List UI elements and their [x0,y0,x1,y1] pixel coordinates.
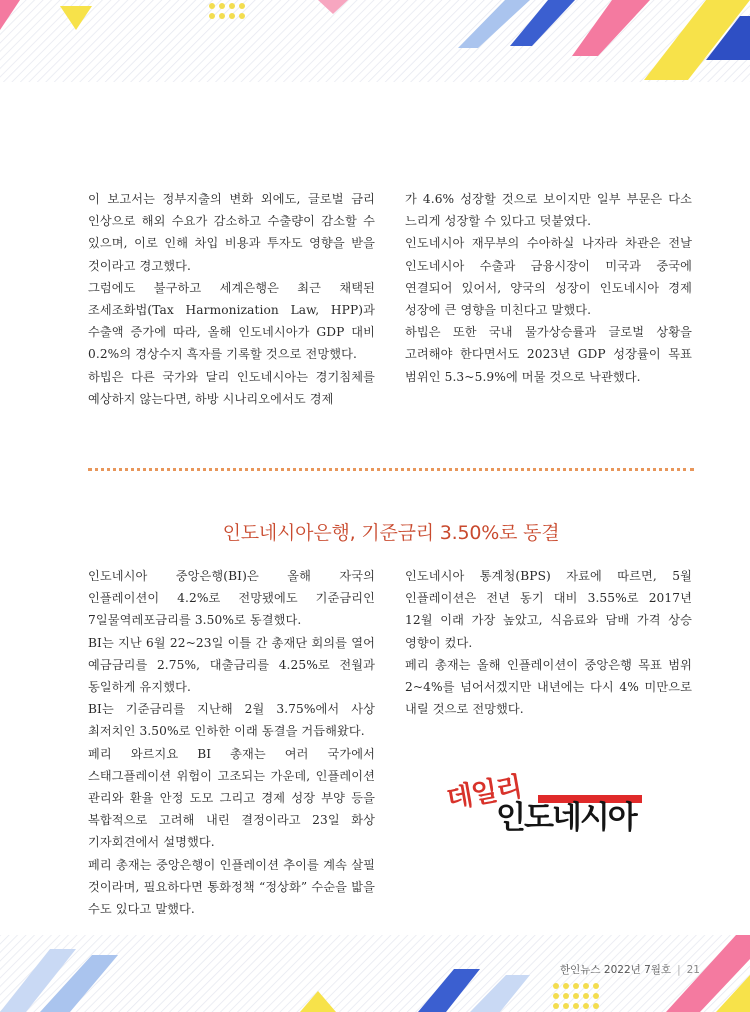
paragraph: 페리 총재는 중앙은행이 인플레이션 추이를 계속 살필 것이라며, 필요하다면 통화정책 “정상화” 수순을 밟을 수도 있다고 말했다. [88,857,375,917]
logo-main-text: 인도네시아 [496,800,636,836]
top-decoration [0,0,750,82]
paragraph: 페리 와르지요 BI 총재는 여러 국가에서 스태그플레이션 위험이 고조되는 가운데, 인플레이션 관리와 환율 안정 도모 그리고 경제 성장 부양 등을 복합적으로 고려해 내린 결정이라고 23일 화상 기자회견에서 설명했다. [88,746,375,850]
paragraph: 그럼에도 불구하고 세계은행은 최근 채택된 조세조화법(Tax Harmonization Law, HPP)과 수출액 증가에 따라, 올해 인도네시아가 GDP 대비 0.2%의 경상수지 흑자를 기록할 것으로 전망했다. [88,280,375,362]
footer-publication: 한인뉴스 2022년 7월호 [560,964,672,976]
section2-right-column [405,565,692,720]
footer-separator: | [677,964,681,976]
page-footer [560,962,700,977]
section1-right-column [405,188,692,388]
paragraph: BI는 기준금리를 지난해 2월 3.75%에서 사상 최저치인 3.50%로 인하한 이래 동결을 거듭해왔다. [88,702,375,739]
paragraph: 인도네시아 통계청(BPS) 자료에 따르면, 5월 인플레이션은 전년 동기 대비 3.55%로 2017년 12월 이래 가장 높았고, 식음료와 담배 가격 상승 영향이 컸다. [405,569,692,650]
paragraph: BI는 지난 6월 22~23일 이틀 간 총재단 회의를 열어 예금금리를 2.75%, 대출금리를 4.25%로 전월과 동일하게 유지했다. [88,635,375,695]
paragraph: 가 4.6% 성장할 것으로 보이지만 일부 부문은 다소 느리게 성장할 수 있다고 덧붙였다. [405,192,692,229]
paragraph: 이 보고서는 정부지출의 변화 외에도, 글로벌 금리 인상으로 해외 수요가 감소하고 수출량이 감소할 수 있으며, 이로 인해 차입 비용과 투자도 영향을 받을 것이라고 경고했다. [88,192,375,273]
section2-headline: 인도네시아은행, 기준금리 3.50%로 동결 [222,522,560,544]
paragraph: 페리 총재는 올해 인플레이션이 중앙은행 목표 범위 2~4%를 넘어서겠지만 내년에는 다시 4% 미만으로 내릴 것으로 전망했다. [405,657,692,717]
section1-left-column [88,188,375,410]
paragraph: 하빕은 또한 국내 물가상승률과 글로벌 상황을 고려해야 한다면서도 2023년 GDP 성장률이 목표 범위인 5.3~5.9%에 머물 것으로 낙관했다. [405,325,692,384]
section-divider [88,468,694,471]
paragraph: 인도네시아 중앙은행(BI)은 올해 자국의 인플레이션이 4.2%로 전망됐에도 기준금리인 7일물역레포금리를 3.50%로 동결했다. [88,569,375,628]
daily-indonesia-logo [444,771,656,841]
logo-script-text: 데일리 [444,771,524,816]
section2-left-column [88,565,375,920]
paragraph: 하빕은 다른 국가와 달리 인도네시아는 경기침체를 예상하지 않는다면, 하방 시나리오에서도 경제 [88,369,375,406]
page-number: 21 [686,964,700,976]
paragraph: 인도네시아 재무부의 수아하실 나자라 차관은 전날 인도네시아 수출과 금융시장이 미국과 중국에 연결되어 있어서, 양국의 성장이 인도네시아 경제 성장에 큰 영향을 미친다고 말했다. [405,236,692,318]
